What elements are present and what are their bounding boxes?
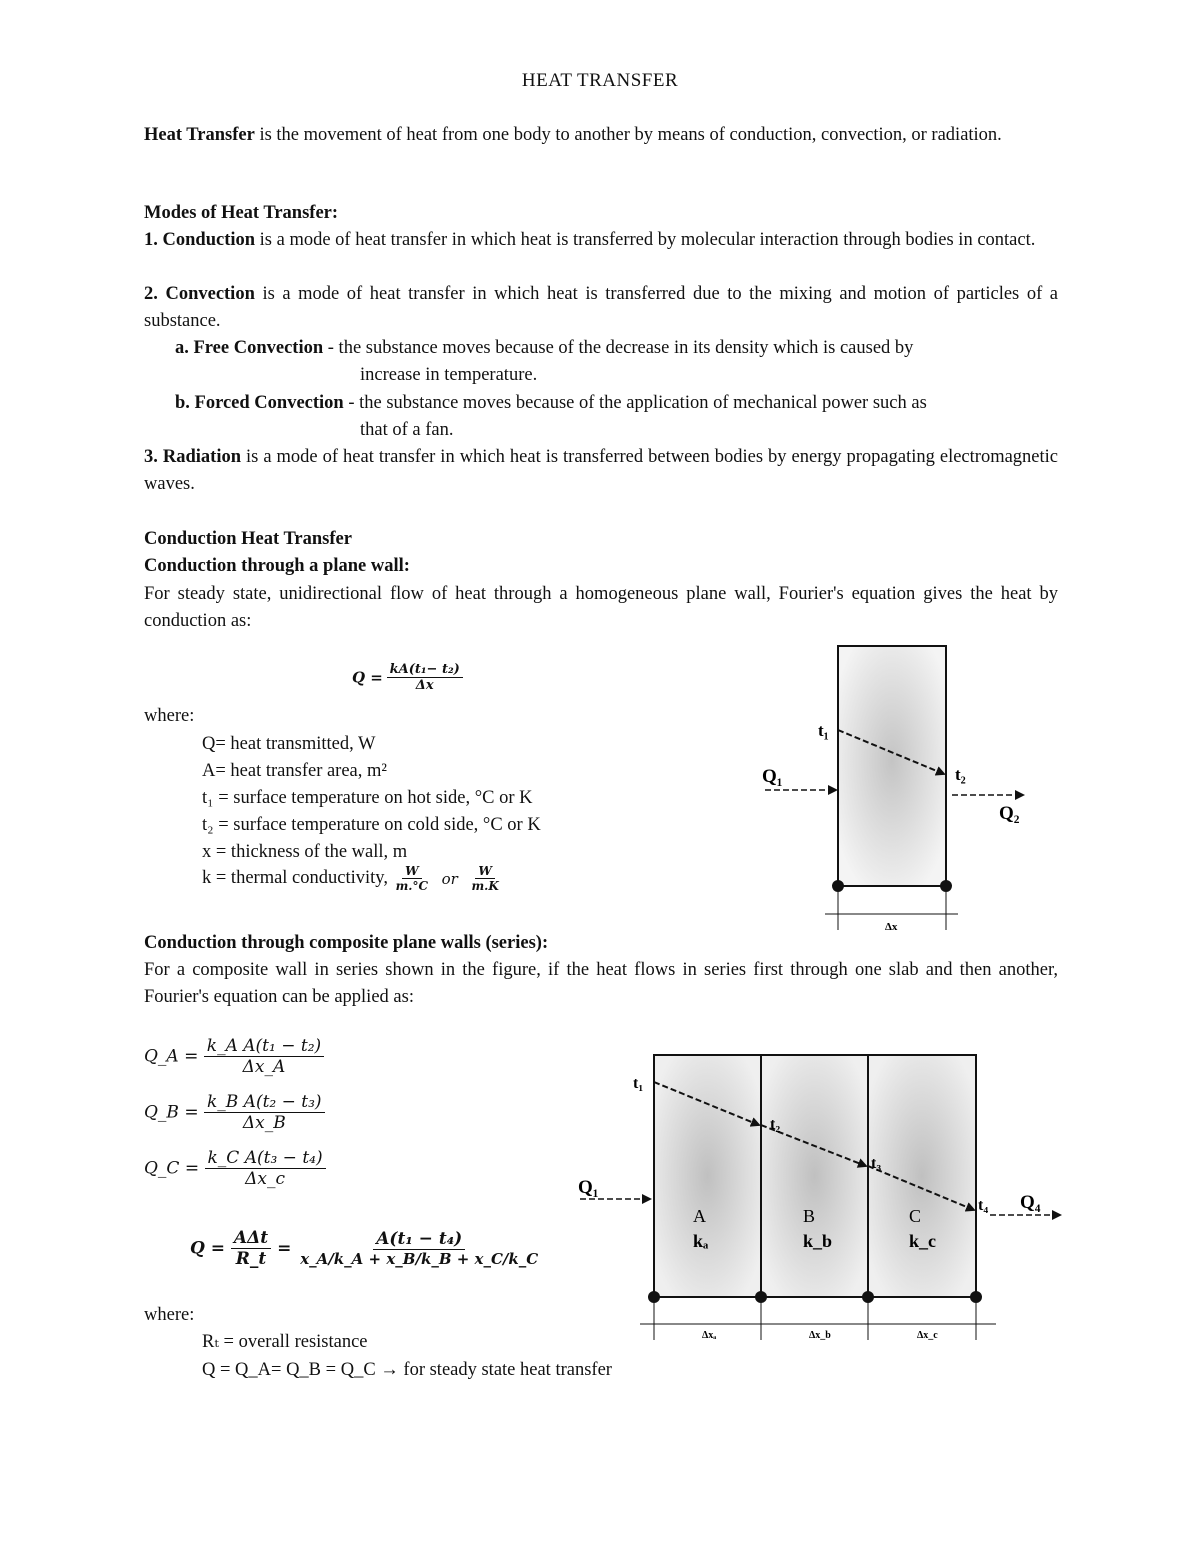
fourier-equation: Q = $\frac{\text{kA(t₁− t₂)}}{\Delta x}$ (352, 662, 463, 693)
def-rt: Rₜ = overall resistance (202, 1332, 368, 1352)
fourier-numerator: kA(t₁− t₂) (387, 662, 463, 678)
def-a: A= heat transfer area, m² (202, 761, 387, 781)
wall-node-right (940, 880, 952, 892)
fourier-denominator: Δx (415, 678, 434, 693)
slab-b (761, 1055, 868, 1297)
def-x: x = thickness of the wall, m (202, 842, 408, 862)
dxc-label: Δx_c (917, 1330, 938, 1341)
composite-heading: Conduction through composite plane walls (series): (144, 933, 549, 953)
slab-c-k: k_c (909, 1231, 936, 1251)
forced-convection-term: b. Forced Convection (175, 393, 344, 413)
composite-q4-label: Q₄ (1020, 1192, 1041, 1213)
def-q: Q= heat transmitted, W (202, 734, 376, 754)
intro-text: is the movement of heat from one body to another by means of conduction, convection, or radiation. (254, 125, 1002, 145)
composite-t4-label: t₄ (978, 1197, 989, 1214)
slab-a-label: A (693, 1206, 706, 1226)
conduction-term: Conduction (162, 230, 256, 250)
t1-label: t₁ (818, 721, 829, 740)
def-qline: Q = Q_A= Q_B = Q_C → for steady state heat transfer (202, 1360, 612, 1380)
wall-rect (838, 646, 946, 886)
q1-label: Q₁ (762, 766, 783, 787)
dx-label: Δx (885, 921, 898, 933)
composite-q1-label: Q₁ (578, 1177, 599, 1198)
free-convection-term: a. Free Convection (175, 338, 324, 358)
forced-convection-line2: that of a fan. (360, 420, 454, 440)
free-convection-line1: a. Free Convection - the substance moves because of the decrease in its density which is caused by (175, 338, 914, 358)
composite-text: For a composite wall in series shown in the figure, if the heat flows in series first through one slab and then another, Fourier's equation can be applied as: (144, 960, 1058, 1007)
plane-wall-subheading: Conduction through a plane wall: (144, 556, 410, 576)
dxa-label: Δxₐ (702, 1330, 717, 1341)
slab-b-label: B (803, 1206, 816, 1226)
equation-qb: Q_B = $\frac{\text{k\_B A(t₂ − t₃)}}{\Delta x\_B}$ (144, 1092, 325, 1133)
plane-wall-text: For steady state, unidirectional flow of heat through a homogeneous plane wall, Fourier's equation gives the heat by conduction as: (144, 584, 1058, 631)
modes-heading: Modes of Heat Transfer: (144, 203, 339, 223)
mode-convection: 2. Convection is a mode of heat transfer in which heat is transferred due to the mixing and motion of particles of a substance. (144, 284, 1059, 331)
q2-label: Q₂ (999, 803, 1020, 824)
intro-paragraph (144, 122, 1058, 149)
intro-term: Heat Transfer (144, 125, 255, 145)
equation-total: Q = $\frac{\text{AΔt}}{R\_t}$ = $\frac{\text{A(t₁ − t₄)}}{x\_A/k\_A + x\_B/k\_B + x\_C/k\_C}$ (190, 1228, 539, 1269)
slab-c-label: C (909, 1206, 922, 1226)
mode-radiation: 3. Radiation is a mode of heat transfer in which heat is transferred between bodies by energy propagating electromagnetic waves. (144, 447, 1058, 494)
plane-wall-figure (740, 630, 1040, 940)
composite-wall-figure (570, 1040, 1070, 1350)
def-t2: t₂ = surface temperature on cold side, °C or K (202, 815, 541, 835)
mode-conduction: 1. Conduction is a mode of heat transfer in which heat is transferred by molecular interaction through bodies in contact. (144, 230, 1036, 250)
def-t1: t₁ = surface temperature on hot side, °C or K (202, 788, 533, 808)
wall-node-left (832, 880, 844, 892)
slab-a-k: kₐ (693, 1231, 709, 1251)
dxb-label: Δx_b (809, 1330, 831, 1341)
equation-qc: Q_C = $\frac{\text{k\_C A(t₃ − t₄)}}{\Delta x\_c}$ (144, 1148, 326, 1189)
forced-convection-line1: b. Forced Convection - the substance moves because of the application of mechanical power such as (175, 393, 927, 413)
def-k: k = thermal conductivity, $\frac{W}{m.^\circ C}$ or $\frac{W}{m.K}$ (202, 864, 499, 893)
slab-a (654, 1055, 761, 1297)
page-title: HEAT TRANSFER (521, 70, 679, 91)
equation-qa: Q_A = $\frac{\text{k\_A A(t₁ − t₂)}}{\Delta x\_A}$ (144, 1036, 324, 1077)
slab-b-k: k_b (803, 1231, 833, 1251)
t2-label: t₂ (955, 765, 966, 784)
radiation-term: Radiation (162, 447, 242, 467)
free-convection-line2: increase in temperature. (360, 365, 538, 385)
composite-t3-label: t₃ (871, 1155, 882, 1172)
composite-t2-label: t₂ (770, 1116, 781, 1133)
where-label-2: where: (144, 1305, 195, 1325)
composite-t1-label: t₁ (633, 1075, 644, 1092)
conduction-heading: Conduction Heat Transfer (144, 529, 352, 549)
slab-c (868, 1055, 976, 1297)
convection-term: Convection (165, 284, 255, 304)
where-label-1: where: (144, 706, 195, 726)
